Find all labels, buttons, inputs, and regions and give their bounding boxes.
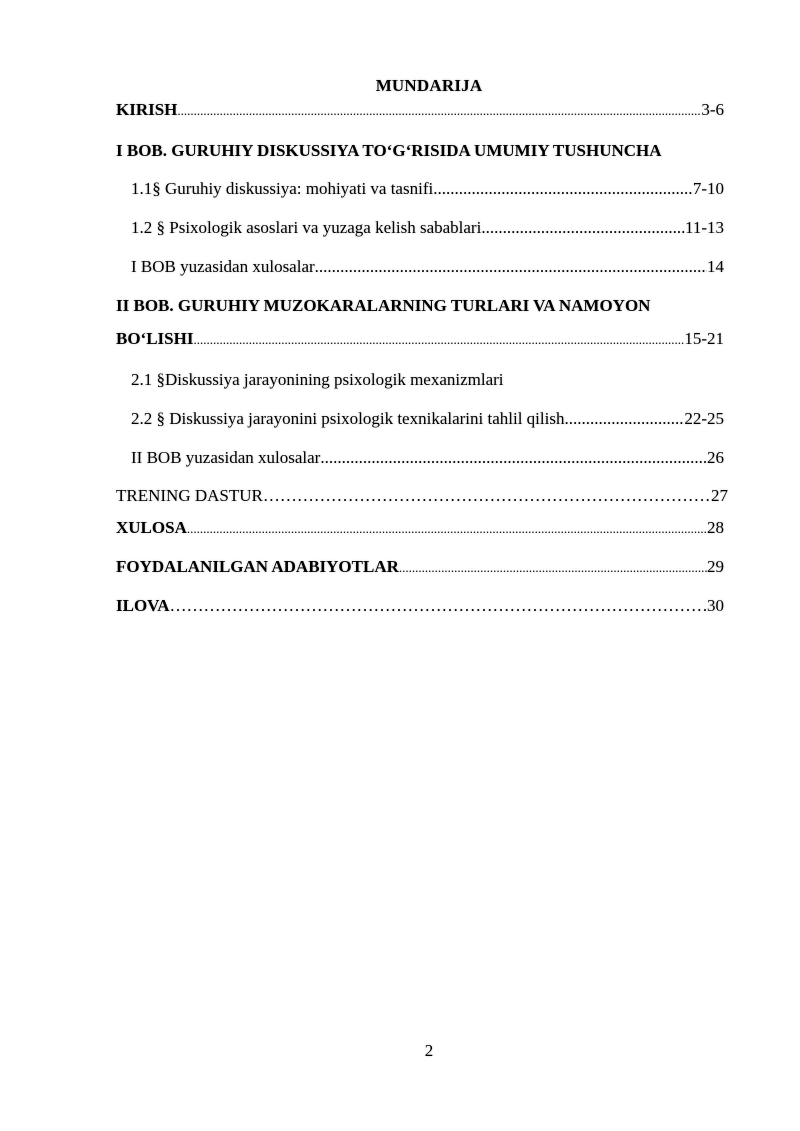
toc-entry-conclusion: [116, 517, 724, 539]
toc-entry-training-program: [116, 485, 728, 507]
toc-entry-page: 14: [707, 257, 724, 276]
toc-entry-page: 29: [707, 557, 724, 576]
toc-chapter-1-heading: [116, 140, 724, 162]
toc-entry-title: 1.1§ Guruhiy diskussiya: mohiyati va tasnifi: [131, 179, 434, 198]
toc-leader-dots: [433, 178, 693, 200]
toc-chapter-2-heading-continued: [116, 328, 724, 350]
page-title: MUNDARIJA: [375, 76, 483, 95]
toc-entry-title: XULOSA: [116, 518, 187, 537]
toc-entry-appendix: [116, 595, 724, 617]
toc-entry-page: 15-21: [684, 329, 724, 348]
toc-entry-page: 28: [707, 518, 724, 537]
toc-entry-title: 2.2 § Diskussiya jarayonini psixologik texnikalarini tahlil qilish: [131, 409, 565, 428]
toc-entry-references: [116, 556, 724, 578]
toc-entry-1-2: [131, 217, 724, 239]
toc-leader-dots: [263, 485, 711, 507]
toc-entry-2-1: [131, 369, 724, 391]
toc-leader-dots: [320, 447, 707, 469]
toc-entry-page: 3-6: [701, 100, 724, 119]
toc-entry-1-1: [131, 178, 724, 200]
toc-leader-dots: [170, 595, 707, 617]
toc-entry-title: II BOB. GURUHIY MUZOKARALARNING TURLARI VA NAMOYON: [116, 296, 651, 315]
toc-leader-dots: [193, 328, 684, 351]
toc-leader-dots: [177, 99, 701, 122]
toc-leader-dots: [187, 517, 707, 540]
toc-entry-page: 22-25: [684, 409, 724, 428]
toc-entry-chapter-1-conclusions: [131, 256, 724, 278]
toc-entry-title: II BOB yuzasidan xulosalar: [131, 448, 321, 467]
toc-entry-title: BO‘LISHI: [116, 329, 194, 348]
toc-entry-page: 26: [707, 448, 724, 467]
toc-entry-title: TRENING DASTUR: [116, 486, 263, 505]
toc-leader-dots: [564, 408, 684, 430]
toc-entry-title: I BOB. GURUHIY DISKUSSIYA TO‘G‘RISIDA UMUMIY TUSHUNCHA: [116, 141, 662, 160]
toc-entry-title: I BOB yuzasidan xulosalar: [131, 257, 315, 276]
toc-entry-title: ILOVA: [116, 596, 170, 615]
toc-entry-chapter-2-conclusions: [131, 447, 724, 469]
toc-entry-title: 2.1 §Diskussiya jarayonining psixologik mexanizmlari: [131, 370, 504, 389]
toc-leader-dots: [315, 256, 707, 278]
toc-entry-title: FOYDALANILGAN ADABIYOTLAR: [116, 557, 399, 576]
toc-entry-title: KIRISH: [116, 100, 178, 119]
toc-leader-dots: [481, 217, 685, 239]
toc-entry-page: 27: [711, 486, 728, 505]
toc-leader-dots: [399, 556, 707, 579]
page-number: 2: [424, 1041, 434, 1060]
toc-chapter-2-heading: [116, 295, 724, 317]
toc-entry-title: 1.2 § Psixologik asoslari va yuzaga kelish sabablari: [131, 218, 482, 237]
toc-entry-2-2: [131, 408, 724, 430]
toc-entry-kirish: [116, 99, 724, 121]
toc-entry-page: 11-13: [684, 218, 724, 237]
toc-entry-page: 7-10: [692, 179, 724, 198]
toc-entry-page: 30: [707, 596, 724, 615]
